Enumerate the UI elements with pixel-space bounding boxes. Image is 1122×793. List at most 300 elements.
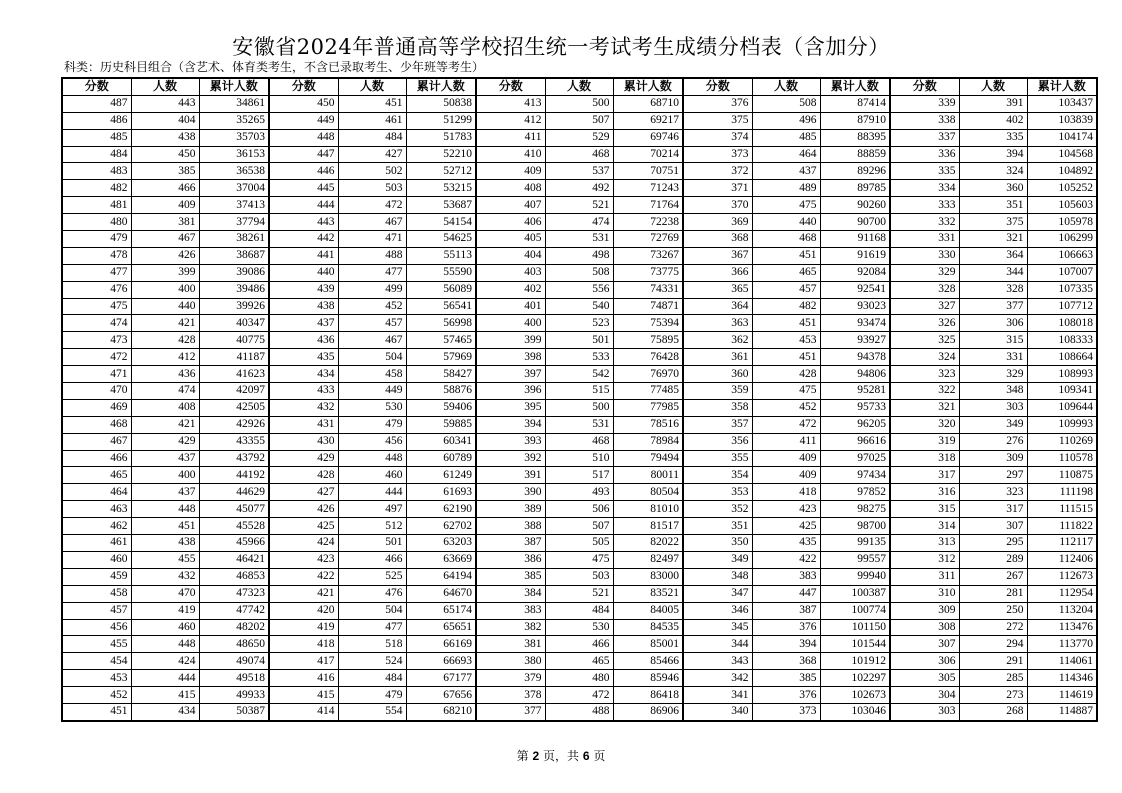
cell-count: 267 xyxy=(959,568,1027,585)
cell-cumulative: 62190 xyxy=(406,501,476,518)
cell-count: 475 xyxy=(752,197,820,214)
cell-count: 435 xyxy=(752,535,820,552)
cell-score: 373 xyxy=(683,146,752,163)
cell-score: 378 xyxy=(476,687,545,704)
cell-cumulative: 83000 xyxy=(613,568,683,585)
cell-cumulative: 70214 xyxy=(613,146,683,163)
cell-cumulative: 45966 xyxy=(199,535,269,552)
cell-count: 268 xyxy=(959,703,1027,720)
cell-score: 423 xyxy=(269,551,338,568)
cell-score: 374 xyxy=(683,129,752,146)
cell-score: 303 xyxy=(890,703,959,720)
table-row xyxy=(62,247,1097,264)
cell-cumulative: 48202 xyxy=(199,619,269,636)
cell-cumulative: 49074 xyxy=(199,653,269,670)
cell-count: 556 xyxy=(545,281,613,298)
cell-count: 428 xyxy=(752,366,820,383)
header-cumulative: 累计人数 xyxy=(199,78,269,95)
cell-cumulative: 36153 xyxy=(199,146,269,163)
cell-count: 512 xyxy=(338,518,406,535)
cell-cumulative: 65174 xyxy=(406,602,476,619)
cell-cumulative: 112406 xyxy=(1027,551,1097,568)
cell-score: 400 xyxy=(476,315,545,332)
cell-score: 412 xyxy=(476,112,545,129)
cell-count: 400 xyxy=(131,281,199,298)
cell-cumulative: 63669 xyxy=(406,551,476,568)
cell-cumulative: 94806 xyxy=(820,366,890,383)
cell-score: 474 xyxy=(62,315,131,332)
subtitle: 科类：历史科目组合（含艺术、体育类考生，不含已录取考生、少年班等考生） xyxy=(64,60,485,74)
cell-cumulative: 44192 xyxy=(199,467,269,484)
header-score: 分数 xyxy=(269,78,338,95)
cell-count: 457 xyxy=(338,315,406,332)
cell-cumulative: 54154 xyxy=(406,214,476,231)
cell-score: 353 xyxy=(683,484,752,501)
footer-page-number: 2 xyxy=(532,749,540,763)
cell-score: 437 xyxy=(269,315,338,332)
cell-count: 415 xyxy=(131,687,199,704)
cell-score: 318 xyxy=(890,450,959,467)
cell-count: 505 xyxy=(545,535,613,552)
cell-score: 482 xyxy=(62,180,131,197)
cell-score: 420 xyxy=(269,602,338,619)
cell-count: 451 xyxy=(752,247,820,264)
cell-cumulative: 105978 xyxy=(1027,214,1097,231)
cell-score: 444 xyxy=(269,197,338,214)
cell-cumulative: 42926 xyxy=(199,416,269,433)
cell-count: 368 xyxy=(752,653,820,670)
cell-count: 504 xyxy=(338,602,406,619)
cell-cumulative: 50387 xyxy=(199,703,269,720)
cell-cumulative: 114887 xyxy=(1027,703,1097,720)
cell-score: 458 xyxy=(62,585,131,602)
cell-cumulative: 108993 xyxy=(1027,366,1097,383)
cell-count: 447 xyxy=(752,585,820,602)
cell-score: 387 xyxy=(476,535,545,552)
cell-score: 450 xyxy=(269,95,338,112)
cell-cumulative: 45077 xyxy=(199,501,269,518)
header-cumulative: 累计人数 xyxy=(1027,78,1097,95)
cell-count: 467 xyxy=(338,332,406,349)
cell-count: 499 xyxy=(338,281,406,298)
cell-score: 408 xyxy=(476,180,545,197)
cell-score: 358 xyxy=(683,399,752,416)
cell-cumulative: 85001 xyxy=(613,636,683,653)
table-row xyxy=(62,636,1097,653)
table-row xyxy=(62,416,1097,433)
cell-score: 375 xyxy=(683,112,752,129)
cell-score: 390 xyxy=(476,484,545,501)
cell-score: 477 xyxy=(62,264,131,281)
cell-count: 485 xyxy=(752,129,820,146)
cell-count: 452 xyxy=(752,399,820,416)
cell-count: 493 xyxy=(545,484,613,501)
cell-cumulative: 72238 xyxy=(613,214,683,231)
cell-cumulative: 49518 xyxy=(199,670,269,687)
cell-cumulative: 46853 xyxy=(199,568,269,585)
cell-score: 334 xyxy=(890,180,959,197)
cell-cumulative: 102673 xyxy=(820,687,890,704)
cell-count: 376 xyxy=(752,619,820,636)
cell-score: 319 xyxy=(890,433,959,450)
table-row xyxy=(62,298,1097,315)
cell-count: 321 xyxy=(959,231,1027,248)
cell-cumulative: 90700 xyxy=(820,214,890,231)
cell-cumulative: 101544 xyxy=(820,636,890,653)
table-row xyxy=(62,332,1097,349)
cell-score: 419 xyxy=(269,619,338,636)
table-row xyxy=(62,602,1097,619)
cell-count: 423 xyxy=(752,501,820,518)
cell-count: 488 xyxy=(545,703,613,720)
cell-count: 457 xyxy=(752,281,820,298)
cell-score: 380 xyxy=(476,653,545,670)
cell-score: 459 xyxy=(62,568,131,585)
cell-score: 440 xyxy=(269,264,338,281)
cell-count: 521 xyxy=(545,585,613,602)
cell-count: 297 xyxy=(959,467,1027,484)
table-row xyxy=(62,214,1097,231)
cell-score: 345 xyxy=(683,619,752,636)
cell-count: 475 xyxy=(752,383,820,400)
table-row xyxy=(62,450,1097,467)
cell-count: 272 xyxy=(959,619,1027,636)
cell-score: 382 xyxy=(476,619,545,636)
cell-count: 329 xyxy=(959,366,1027,383)
cell-score: 466 xyxy=(62,450,131,467)
cell-count: 502 xyxy=(338,163,406,180)
cell-count: 364 xyxy=(959,247,1027,264)
cell-cumulative: 88395 xyxy=(820,129,890,146)
cell-score: 344 xyxy=(683,636,752,653)
cell-count: 468 xyxy=(752,231,820,248)
cell-count: 394 xyxy=(752,636,820,653)
cell-cumulative: 81517 xyxy=(613,518,683,535)
cell-count: 422 xyxy=(752,551,820,568)
cell-count: 484 xyxy=(545,602,613,619)
cell-score: 483 xyxy=(62,163,131,180)
cell-count: 474 xyxy=(545,214,613,231)
cell-cumulative: 96205 xyxy=(820,416,890,433)
cell-count: 315 xyxy=(959,332,1027,349)
cell-score: 392 xyxy=(476,450,545,467)
cell-cumulative: 39486 xyxy=(199,281,269,298)
cell-score: 306 xyxy=(890,653,959,670)
cell-count: 323 xyxy=(959,484,1027,501)
cell-score: 354 xyxy=(683,467,752,484)
table-row xyxy=(62,687,1097,704)
cell-cumulative: 90260 xyxy=(820,197,890,214)
cell-score: 453 xyxy=(62,670,131,687)
cell-cumulative: 36538 xyxy=(199,163,269,180)
cell-score: 385 xyxy=(476,568,545,585)
cell-count: 394 xyxy=(959,146,1027,163)
cell-cumulative: 84535 xyxy=(613,619,683,636)
cell-score: 356 xyxy=(683,433,752,450)
cell-count: 480 xyxy=(545,670,613,687)
cell-score: 367 xyxy=(683,247,752,264)
cell-score: 340 xyxy=(683,703,752,720)
cell-score: 322 xyxy=(890,383,959,400)
cell-score: 357 xyxy=(683,416,752,433)
cell-count: 530 xyxy=(338,399,406,416)
cell-count: 250 xyxy=(959,602,1027,619)
cell-cumulative: 110578 xyxy=(1027,450,1097,467)
cell-score: 359 xyxy=(683,383,752,400)
cell-count: 475 xyxy=(545,551,613,568)
cell-score: 480 xyxy=(62,214,131,231)
cell-cumulative: 61693 xyxy=(406,484,476,501)
cell-cumulative: 114061 xyxy=(1027,653,1097,670)
cell-count: 377 xyxy=(959,298,1027,315)
cell-cumulative: 86906 xyxy=(613,703,683,720)
cell-cumulative: 73775 xyxy=(613,264,683,281)
cell-count: 437 xyxy=(131,484,199,501)
cell-score: 321 xyxy=(890,399,959,416)
cell-score: 371 xyxy=(683,180,752,197)
table-row xyxy=(62,551,1097,568)
cell-score: 449 xyxy=(269,112,338,129)
cell-count: 385 xyxy=(131,163,199,180)
cell-cumulative: 47742 xyxy=(199,602,269,619)
cell-count: 458 xyxy=(338,366,406,383)
cell-count: 409 xyxy=(131,197,199,214)
cell-score: 397 xyxy=(476,366,545,383)
cell-cumulative: 87414 xyxy=(820,95,890,112)
cell-cumulative: 38687 xyxy=(199,247,269,264)
cell-score: 454 xyxy=(62,653,131,670)
cell-cumulative: 94378 xyxy=(820,349,890,366)
cell-count: 477 xyxy=(338,264,406,281)
cell-cumulative: 57969 xyxy=(406,349,476,366)
cell-cumulative: 101912 xyxy=(820,653,890,670)
cell-cumulative: 51299 xyxy=(406,112,476,129)
cell-cumulative: 85466 xyxy=(613,653,683,670)
cell-cumulative: 69746 xyxy=(613,129,683,146)
cell-cumulative: 112117 xyxy=(1027,535,1097,552)
cell-count: 412 xyxy=(131,349,199,366)
header-score: 分数 xyxy=(683,78,752,95)
cell-count: 421 xyxy=(131,416,199,433)
cell-cumulative: 114619 xyxy=(1027,687,1097,704)
cell-score: 304 xyxy=(890,687,959,704)
cell-cumulative: 39926 xyxy=(199,298,269,315)
cell-count: 373 xyxy=(752,703,820,720)
cell-count: 418 xyxy=(752,484,820,501)
cell-count: 530 xyxy=(545,619,613,636)
cell-score: 383 xyxy=(476,602,545,619)
cell-cumulative: 55590 xyxy=(406,264,476,281)
cell-count: 504 xyxy=(338,349,406,366)
footer-prefix: 第 xyxy=(516,749,529,763)
cell-cumulative: 111198 xyxy=(1027,484,1097,501)
cell-count: 452 xyxy=(338,298,406,315)
cell-score: 407 xyxy=(476,197,545,214)
cell-count: 453 xyxy=(752,332,820,349)
cell-count: 518 xyxy=(338,636,406,653)
cell-count: 448 xyxy=(338,450,406,467)
cell-count: 460 xyxy=(338,467,406,484)
cell-score: 333 xyxy=(890,197,959,214)
cell-count: 482 xyxy=(752,298,820,315)
cell-cumulative: 35703 xyxy=(199,129,269,146)
cell-count: 291 xyxy=(959,653,1027,670)
cell-count: 500 xyxy=(545,399,613,416)
cell-cumulative: 43355 xyxy=(199,433,269,450)
cell-cumulative: 107335 xyxy=(1027,281,1097,298)
table-row xyxy=(62,95,1097,112)
cell-score: 381 xyxy=(476,636,545,653)
cell-score: 467 xyxy=(62,433,131,450)
cell-count: 448 xyxy=(131,636,199,653)
cell-score: 393 xyxy=(476,433,545,450)
cell-score: 427 xyxy=(269,484,338,501)
cell-score: 472 xyxy=(62,349,131,366)
cell-score: 361 xyxy=(683,349,752,366)
cell-cumulative: 75394 xyxy=(613,315,683,332)
cell-score: 416 xyxy=(269,670,338,687)
cell-count: 498 xyxy=(545,247,613,264)
cell-count: 467 xyxy=(338,214,406,231)
cell-score: 307 xyxy=(890,636,959,653)
cell-cumulative: 89296 xyxy=(820,163,890,180)
cell-score: 451 xyxy=(62,703,131,720)
cell-count: 451 xyxy=(752,349,820,366)
table-row xyxy=(62,349,1097,366)
cell-score: 452 xyxy=(62,687,131,704)
cell-cumulative: 40775 xyxy=(199,332,269,349)
cell-count: 383 xyxy=(752,568,820,585)
footer-total-pages: 6 xyxy=(582,749,590,763)
cell-count: 317 xyxy=(959,501,1027,518)
cell-score: 315 xyxy=(890,501,959,518)
cell-cumulative: 98700 xyxy=(820,518,890,535)
cell-cumulative: 78516 xyxy=(613,416,683,433)
cell-cumulative: 40347 xyxy=(199,315,269,332)
cell-score: 486 xyxy=(62,112,131,129)
cell-count: 443 xyxy=(131,95,199,112)
cell-cumulative: 103437 xyxy=(1027,95,1097,112)
cell-score: 395 xyxy=(476,399,545,416)
cell-cumulative: 74871 xyxy=(613,298,683,315)
cell-score: 360 xyxy=(683,366,752,383)
table-row xyxy=(62,180,1097,197)
header-cumulative: 累计人数 xyxy=(613,78,683,95)
cell-cumulative: 78984 xyxy=(613,433,683,450)
cell-score: 396 xyxy=(476,383,545,400)
cell-cumulative: 57465 xyxy=(406,332,476,349)
cell-score: 438 xyxy=(269,298,338,315)
cell-cumulative: 102297 xyxy=(820,670,890,687)
cell-count: 468 xyxy=(545,433,613,450)
cell-cumulative: 54625 xyxy=(406,231,476,248)
cell-count: 335 xyxy=(959,129,1027,146)
table-row xyxy=(62,484,1097,501)
cell-count: 328 xyxy=(959,281,1027,298)
cell-score: 398 xyxy=(476,349,545,366)
cell-count: 434 xyxy=(131,703,199,720)
cell-count: 351 xyxy=(959,197,1027,214)
cell-count: 456 xyxy=(338,433,406,450)
cell-cumulative: 41623 xyxy=(199,366,269,383)
cell-score: 485 xyxy=(62,129,131,146)
cell-cumulative: 52210 xyxy=(406,146,476,163)
cell-cumulative: 77485 xyxy=(613,383,683,400)
header-score: 分数 xyxy=(476,78,545,95)
table-row xyxy=(62,399,1097,416)
cell-count: 466 xyxy=(131,180,199,197)
cell-count: 444 xyxy=(338,484,406,501)
cell-count: 460 xyxy=(131,619,199,636)
cell-count: 497 xyxy=(338,501,406,518)
cell-count: 437 xyxy=(752,163,820,180)
cell-cumulative: 79494 xyxy=(613,450,683,467)
cell-score: 362 xyxy=(683,332,752,349)
cell-cumulative: 99135 xyxy=(820,535,890,552)
cell-cumulative: 35265 xyxy=(199,112,269,129)
cell-count: 531 xyxy=(545,231,613,248)
cell-score: 376 xyxy=(683,95,752,112)
cell-cumulative: 103046 xyxy=(820,703,890,720)
cell-score: 399 xyxy=(476,332,545,349)
cell-score: 339 xyxy=(890,95,959,112)
table-row xyxy=(62,281,1097,298)
cell-count: 376 xyxy=(752,687,820,704)
cell-cumulative: 92084 xyxy=(820,264,890,281)
cell-count: 331 xyxy=(959,349,1027,366)
cell-score: 433 xyxy=(269,383,338,400)
cell-cumulative: 107007 xyxy=(1027,264,1097,281)
cell-count: 425 xyxy=(752,518,820,535)
cell-score: 403 xyxy=(476,264,545,281)
table-row xyxy=(62,231,1097,248)
cell-score: 346 xyxy=(683,602,752,619)
header-score: 分数 xyxy=(890,78,959,95)
cell-cumulative: 81010 xyxy=(613,501,683,518)
cell-score: 470 xyxy=(62,383,131,400)
cell-cumulative: 92541 xyxy=(820,281,890,298)
cell-score: 355 xyxy=(683,450,752,467)
cell-score: 324 xyxy=(890,349,959,366)
cell-score: 351 xyxy=(683,518,752,535)
cell-count: 506 xyxy=(545,501,613,518)
header-count: 人数 xyxy=(959,78,1027,95)
cell-score: 391 xyxy=(476,467,545,484)
cell-score: 413 xyxy=(476,95,545,112)
cell-count: 411 xyxy=(752,433,820,450)
cell-cumulative: 42505 xyxy=(199,399,269,416)
table-row xyxy=(62,129,1097,146)
cell-cumulative: 59406 xyxy=(406,399,476,416)
cell-count: 285 xyxy=(959,670,1027,687)
cell-score: 331 xyxy=(890,231,959,248)
cell-score: 475 xyxy=(62,298,131,315)
cell-score: 421 xyxy=(269,585,338,602)
cell-cumulative: 112954 xyxy=(1027,585,1097,602)
cell-cumulative: 76428 xyxy=(613,349,683,366)
cell-count: 426 xyxy=(131,247,199,264)
cell-count: 515 xyxy=(545,383,613,400)
cell-cumulative: 93474 xyxy=(820,315,890,332)
cell-score: 436 xyxy=(269,332,338,349)
cell-count: 503 xyxy=(545,568,613,585)
table-row xyxy=(62,670,1097,687)
cell-cumulative: 98275 xyxy=(820,501,890,518)
cell-cumulative: 82022 xyxy=(613,535,683,552)
cell-score: 442 xyxy=(269,231,338,248)
cell-score: 389 xyxy=(476,501,545,518)
cell-count: 517 xyxy=(545,467,613,484)
